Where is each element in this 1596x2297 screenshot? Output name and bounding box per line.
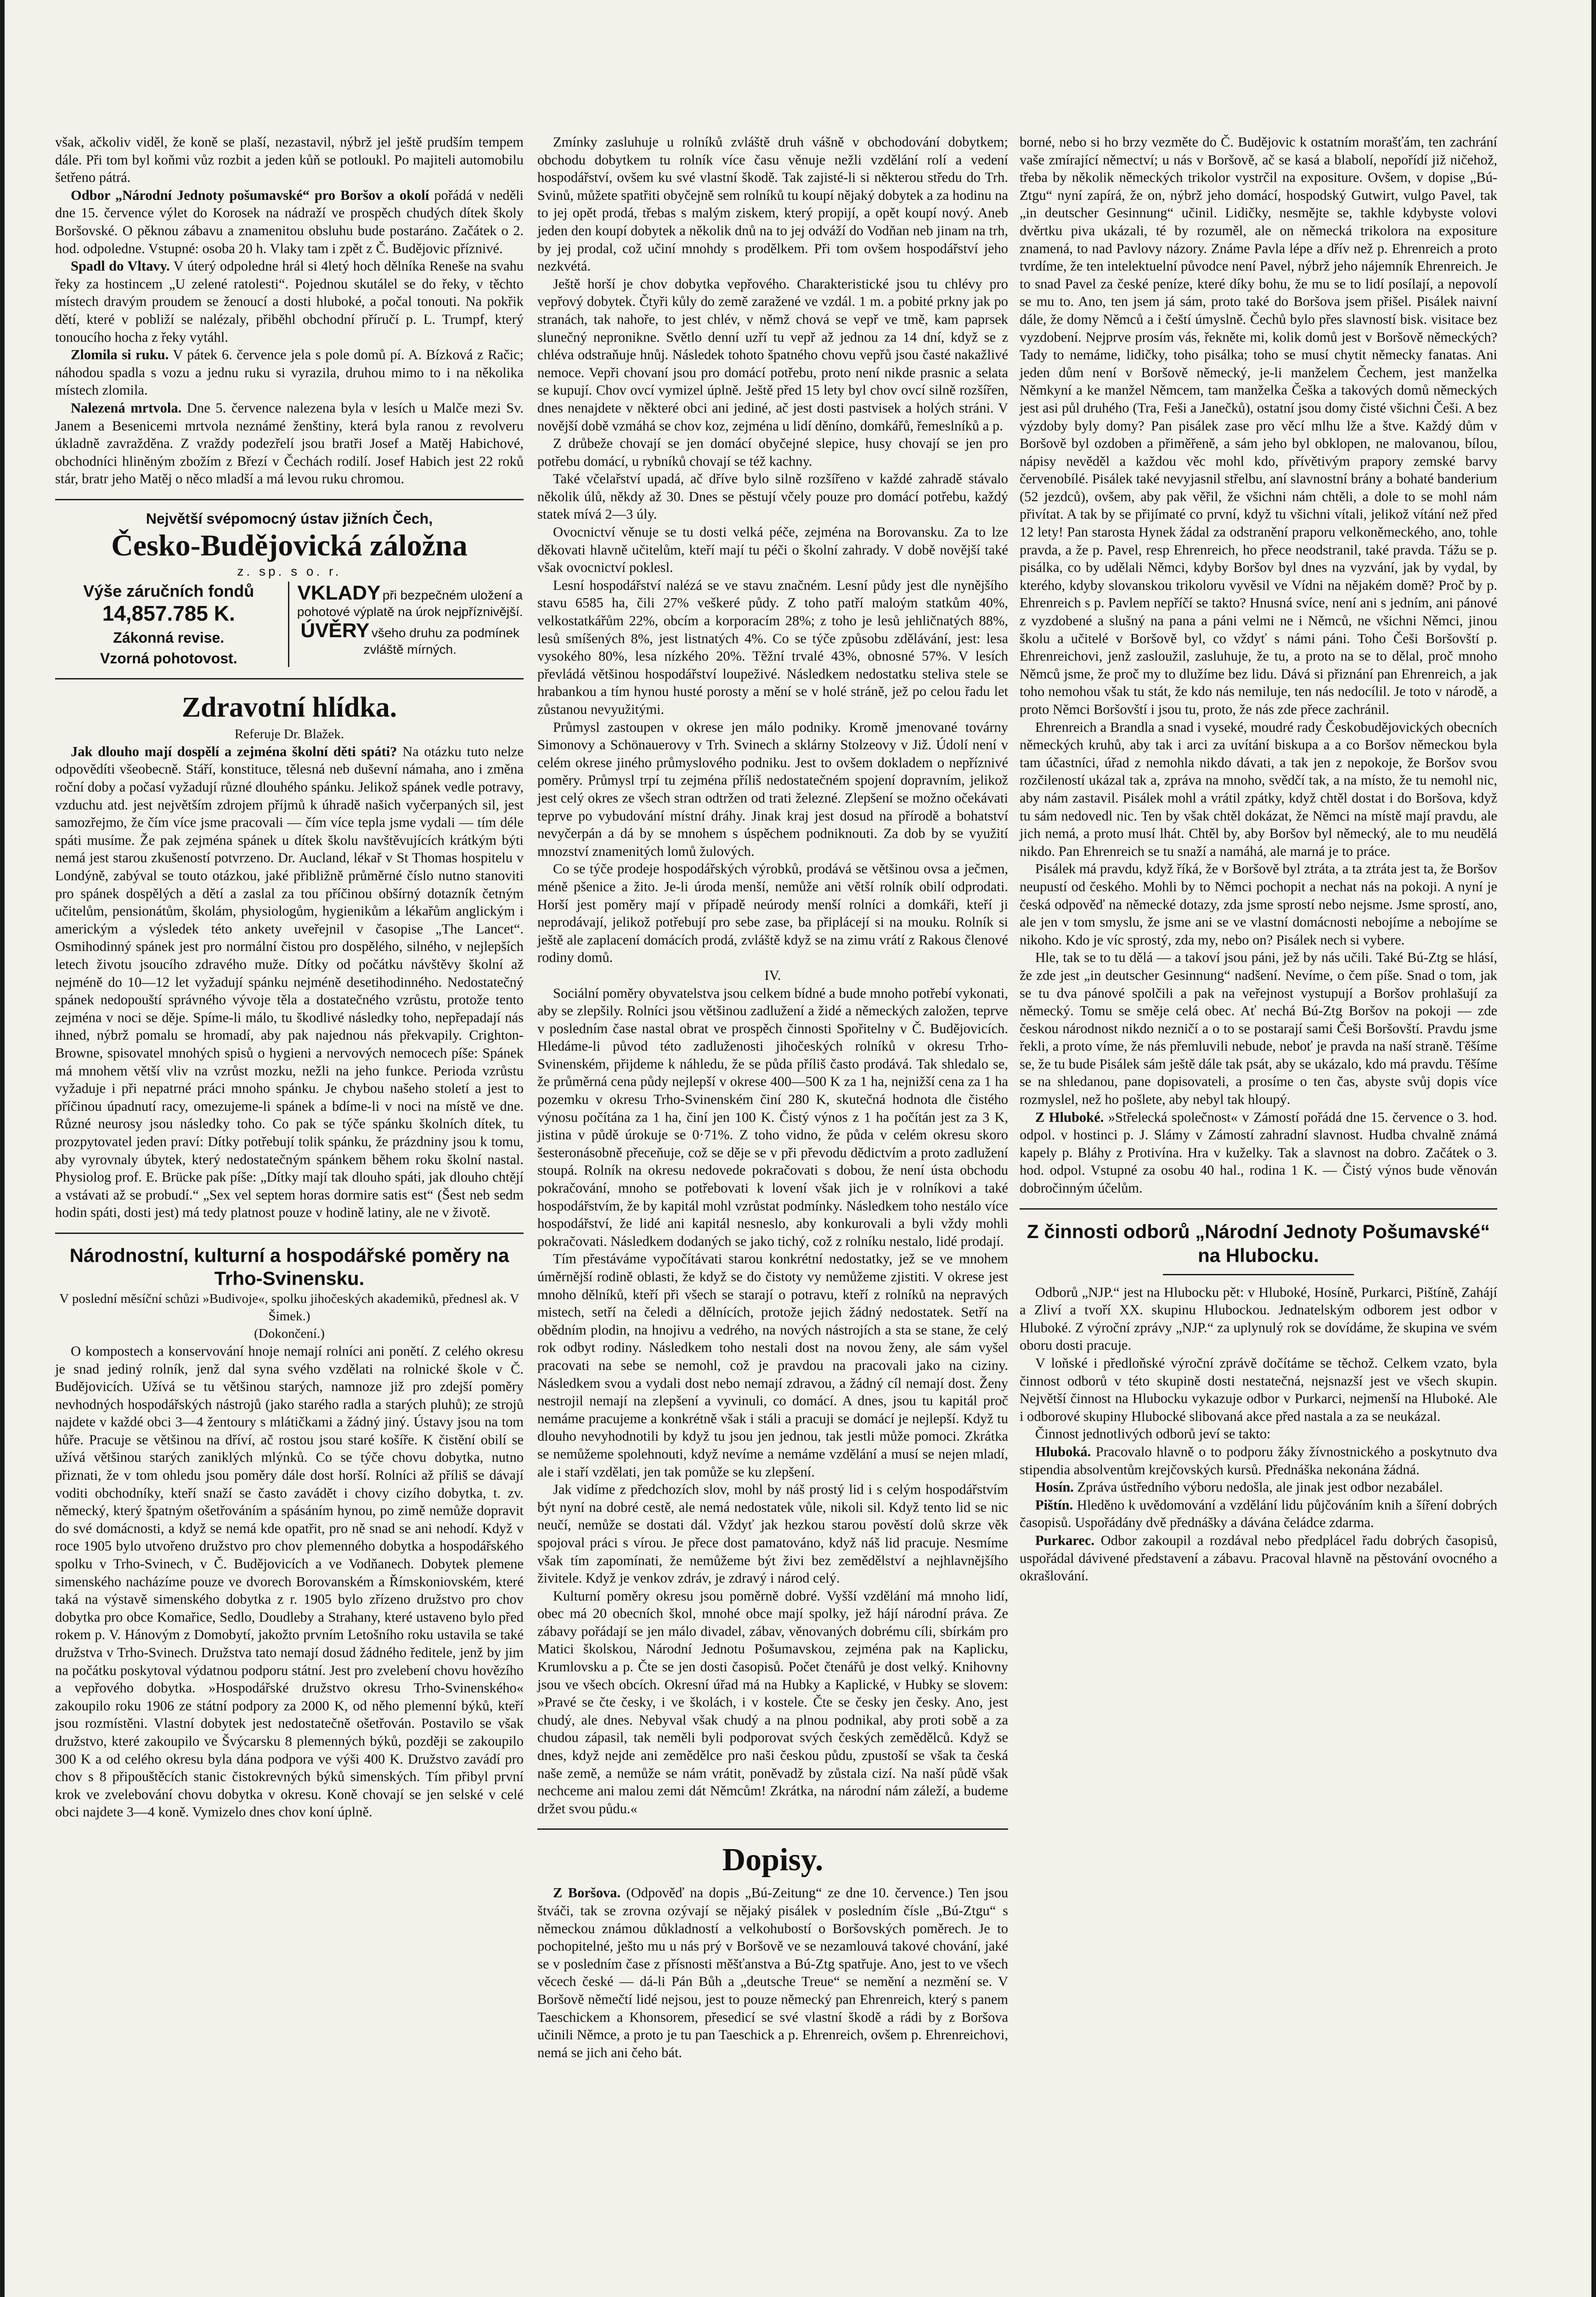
c2-p7: Průmysl zastoupen v okrese jen málo podniky. Kromě jmenované továrny Simonovy a Schönauerovy v Trh. Svinech a sklárny Stolzeovy v Již. Údolí není v celém okrese jiného průmyslového podniku. Jest to ovšem dokladem o nepříznivé poměry. Průmysl trpí tu zejména příliš nedostatečném spojení dopravním, jelikož jest celý okres ze všech stran odtržen od trati železné. Zlepšení se možno očekávati teprve po vybudování místní dráhy. Jinak kraj jest dosud na přírodě a bohatství nevyčerpán a dá by se mnohem s úspěchem podniknouti. Za dob by se využití mnozství znamenitých lomů žulových.	[537, 719, 1008, 859]
zlomila-lead: Zlomila si ruku.	[71, 347, 169, 363]
ad-pohotovost: Vzorná pohotovost.	[100, 650, 237, 667]
narod-text: O kompostech a konservování hnoje nemají rolníci ani ponětí. Z celého okresu je snad jediný rolník, jenž dal syna svého vzdělati na rolnické škole v Č. Budějovicích. Užívá se tu většinou starých, namnoze již pro zdejší poměry nevhodných hospodářských nástrojů (jako starého radla a starých pluhů); ze strojů najdete v každé obci 3—4 žentoury s mlátičkami a žádný jiný. Ústavy jsou na tom hůře. Pracuje se většinou na dříví, ač rostou jsou staré košíře. K čistění obilí se užívá většinou starých zaniklých mlýnků. Co se týče chovu dobytka, nutno přiznati, že v tom ohledu jsou poměry dále dost horší. Rolníci až příliš se dávají voditi obchodníky, kteří snaží se často zavádět i chovy cizího dobytka, t. zv. německý, který špatným ošetřováním a spásáním hynou, po zimě nemůže dopravit do své domácnosti, a když se nemá kde opatřit, pro ně snad se ani nehodí. Když v roce 1905 bylo utvořeno družstvo pro chov plemenného dobytka a hospodářského spolku v Trho-Svinech, v Č. Budějovicích a ve Vodňanech. Dobytek plemene simenského nacházíme pouze ve dvorech Borovanském a Římskoniovském, které taká na výstavě simenského dobytka z r. 1905 bylo zřízeno družstvo pro chov dobytka pro obce Komařice, Sedlo, Doudleby a Strahany, které ustaveno bylo před rokem p. V. Hánovým z Domobytí, jakožto prvním Letošního roku ustavila se také družstva v Trho-Svinech. Družstva tato nemají dosud žádného ředitele, jenž by jim na počátku poskytoval výdatnou podporu státní. Jest pro zvelebení chovu hovězího a vepřového dobytka. »Hospodářské družstvo okresu Trho-Svinenského« zakoupilo roku 1906 ze státní podpory za 2000 K, od něho plemenní býků, kteří jsou rozmístěni. Vlastní dobytek jest nedostatečně ošetřován. Postavilo se však družstvo, které zakoupilo ve Švýcarsku 8 plemenných býků, později se zakoupilo 300 K a od celého okresu byla dána podpora ve výši 400 K. Družstvo zavádí pro chov s 8 připouštěcích stanic čistokrevných býků simenských. Tím přibyl první krok ve zvelebování chovu dobytka v okresu. Koně chovají se jen selské v celé obci najdete 3—4 koně. Vymizelo dnes chov koní úplně.	[55, 1343, 524, 1820]
c3-p4: Hle, tak se to tu dělá — a takoví jsou páni, jež by nás učili. Také Bú-Ztg se hlásí, že zde jest „in deutscher Gesinnung“ nadšení. Nevíme, o čem píše. Snad o tom, jak se tu dva pánové spolčili a pak na veřejnost vystupují a Boršov prohlašují za německý. Tomu se směje celá obec. Ať nechá Bú-Ztg Boršov na pokoji — zde českou národnost nikdo nezničí a o to se postarají sami Češi Boršovští. Pravdu jsme řekli, a proto víme, že nás přemluvili nebude, neboť je pravda na naší straně. Těšíme se, že tu bude Pisálek sám ještě dále tak psát, aby se ukázalo, kdo má pravdu. Těšíme se na shledanou, pane dopisovateli, a prosíme o ten čas, abyste svůj dopis více rozmyslel, než ho pošlete, aby nebyl tak hloupý.	[1020, 950, 1497, 1108]
c2-p1: Zmínky zasluhuje u rolníků zvláště druh vášně v obchodování dobytkem; obchodu dobytkem tu rolník více času věnuje nežli vzdělání rolí a vedení hospodářství, ovšem ku své vlastní škodě. Tak zajisté-li si některou středu do Trh. Svinů, můžete spatřiti obyčejně sem rolníků tu koupí nějaký dobytek a za hodinu na to jej opět prodá, třebas s malým ziskem, který propijí, a opět koupí nový. Aneb jeden den koupí dobytek a několik dnů na to jej odváží do Vodňan neb jinam na trh, by jej prodal, což učiní mnohdy s prodělkem. Při tom ovšem hospodářství jeho nezkvétá.	[537, 134, 1008, 274]
box-p2: V loňské i předloňské výroční zprávě dočítáme se těchož. Celkem vzato, byla činnost odborů v této skupině dosti nestatečná, nejsnazší jest ve všech skupin. Největší činnost na Hlubocku vykazuje odbor v Purkarci, nejmenší na Hluboké. Ale i odborové skupiny Hlubocké slibovaná akce před nastala a za se neukázal.	[1020, 1355, 1497, 1424]
dop-lead: Z Boršova.	[553, 1885, 621, 1901]
c2-p3: Z drůbeže chovají se jen domácí obyčejné slepice, husy chovají se jen pro potřebu domácí, u rybníků chovají se též kachny.	[537, 436, 1008, 469]
c2-p2: Ještě horší je chov dobytka vepřového. Charakteristické jsou tu chlévy pro vepřový dobytek. Čtyři kůly do země zaražené ve vzdál. 1 m. a pobité prkny jak po stranách, tak nahoře, to jest chlév, v němž chová se vepř ve tmě, kam paprsek slunečný nepronikne. Světlo denní uzří tu vepř až jednou za 14 dní, když se z chléva odstraňuje hnůj. Následek tohoto špatného chovu vepřů jsou časté nakažlivé nemoce. Vepři chovaní jsou pro domácí potřebu, proto není nikde prasnic a selata se kupují. Chov ovcí vymizel úplně. Ještě před 15 lety byl chov ovcí silně rozšířen, dnes nenajdete v některé obci ani jediné, ač jest dosti pastvisek a holých stráni. V novější době vzmáhá se chov koz, zejména u lidí děníno, domkářů, řemeslníků a p.	[537, 276, 1008, 434]
b-pur-lead: Purkarec.	[1035, 1532, 1095, 1548]
box-hluboka	[1020, 1443, 1497, 1478]
nalezena-lead: Nalezená mrtvola.	[71, 400, 182, 416]
column-middle	[537, 133, 1008, 2061]
box-purkarec	[1020, 1532, 1497, 1585]
b-hos-text: Zpráva ústředního výboru nedošla, ale jinak jest odbor nezabálel.	[1077, 1479, 1443, 1495]
ad-details	[55, 582, 524, 667]
ad-right	[297, 582, 524, 667]
c2-p9: Sociální poměry obyvatelstva jsou celkem bídné a bude mnoho potřebí vykonati, aby se zlepšily. Rolníci jsou většinou zadlužení a židé a německých založen, teprve v posledním čase nastal obrat ve prospěch činnosti Spořitelny v Č. Budějovicích. Hledáme-li původ této zadluženosti jihočeských rolníků v okresu Trho-Svinenském, přijdeme k náhledu, že se půda příliš často prodává. Tak shledalo se, že průměrná cena půdy nejlepší v okrese 400—500 K za 1 ha, nejnižší cena za 1 ha pozemku v okresu Trho-Svinenském činí 280 K, skutečná hodnota dle čistého výnosu počítána za 1 ha, činí jen 100 K. Čistý výnos z 1 ha počítán jest za 3 K, jistina v půdě úrokuje se 0·71%. Z toho vidno, že půda v celém okresu skoro šesteronásobně přeceňuje, což se děje se v při převodu dědictvím a proto zadlužení stoupá. Rolník na okresu nedovede pokračovati s dobou, že není ústa obchodu pokračování, mnoho se potřebovati k lovení však jich je v rolníkovi a také hospodářstvím, že by kapitál mohl vzrůstat podmínky. Následkem toho nestálo více hospodářství, že lidé ani kapitál nesneslo, aby konkurovali a byli vždy mohli pokračovati. Následkem dodaných se jako tichý, což z rolníku nestalo, lidé prodají.	[537, 985, 1008, 1249]
box-pistin	[1020, 1496, 1497, 1532]
c2-p11: Jak vidíme z předchozích slov, mohl by náš prostý lid i s celým hospodářstvím být nyní na dobré cestě, ale nemá nedostatek vůle, nikoli sil. Když tento lid se nic neučí, nemůže se dostati dál. Vždyť jak hezkou starou pověstí dolů skrze věk spojoval práci s vírou. Je přece dost pamatováno, když náš lid pracuje. Nesmíme však tím zapomínati, že nemůžeme být živi bez zemědělství a nejhlavnějšího živitele. Když je venkov zdráv, je zdravý i národ celý.	[537, 1482, 1008, 1586]
c2-p8: Co se týče prodeje hospodářských výrobků, prodává se většinou ovsa a ječmen, méně pšenice a žito. Je-li úroda menší, nemůže ani větší rolník obilí odprodati. Horší jest poměry mají v případě neúrody menší rolníci a domkáři, kteří ji neprodávají, jelikož potřebují pro sebe zase, ba připlácejí si na mouku. Rolník si ještě ale zaplacení domácích prodá, zvláště když se na zimu vrátí z Rakous členové rodiny domů.	[537, 861, 1008, 966]
ad-left	[55, 582, 289, 667]
column-left	[55, 133, 524, 1821]
ad-vklady-text: při bezpečném uložení a pohotové výplatě na úrok nejpříznivější.	[297, 588, 523, 619]
b-hlub-lead: Hluboká.	[1035, 1443, 1091, 1460]
zdrav-title: Zdravotní hlídka.	[181, 691, 397, 723]
divider	[1020, 1208, 1497, 1210]
narod-sub2: (Dokončení.)	[254, 1326, 325, 1341]
divider	[1163, 1274, 1354, 1275]
zlomila-notice	[55, 346, 524, 399]
spadl-lead: Spadl do Vltavy.	[71, 258, 170, 274]
spadl-notice	[55, 257, 524, 346]
box-p1: Odborů „NJP.“ jest na Hlubocku pět: v Hluboké, Hosíně, Purkarci, Pištíně, Zahájí a Zliví a tvoří XX. skupinu Hlubockou. Jednatelským odborem jest odbor v Hluboké. Z výroční zprávy „NJP.“ za uplynulý rok se dovídáme, že skupina ve svém oboru dosti pracuje.	[1020, 1284, 1497, 1353]
spadl-text: V úterý odpoledne hrál si 4letý hoch dělníka Reneše na svahu řeky za hostincem „U zelené ratolesti“. Pojednou skutálel se do řeky, v těchto místech dravým proudem se ženoucí a dosti hluboké, a počal tonouti. Na pokřik dětí, které v pobliží se nalézaly, přiběhl obchodní příručí p. L. Trumpf, který tonoucího hocha z řeky vytáhl.	[55, 258, 524, 345]
nalezena-text: Dne 5. července nalezena byla v lesích u Malče mezi Sv. Janem a Besenicemi mrtvola neznámé ženštiny, která byla ranou z revolveru úkladně zavražděna. Z vraždy podezřelí jsou bratři Josef a Matěj Habichové, obchodníci hliněným zbožím z Březí v Čechách rodilí. Josef Habich jest 22 roků stár, bratr jeho Matěj o něco mladší a má levou ruku chromou.	[55, 400, 524, 487]
b-hlub-text: Pracovalo hlavně o to podporu žáky žívnostnického a poskytnuto dva stipendia absolventům krejčovských kursů. Přednáška nekonána žádná.	[1020, 1443, 1497, 1477]
divider	[537, 1828, 1008, 1830]
c3-p3: Pisálek má pravdu, když říká, že v Boršově byl ztráta, a ta ztráta jest ta, že Boršov neupustí od českého. Mohli by to Němci pochopit a nechat nás na pokoji. A nyní je česká odpověď na německé dotazy, zda jsme sprostí nebo nejsme. Jsme sprostí, ano, ale jen v tom smyslu, že jsme ani se ve vlastní domácnosti nebojíme a nebojíme se nikoho. Kdo je víc sprostý, zda my, nebo on? Pisálek nech si vybere.	[1020, 861, 1497, 948]
c2-p6: Lesní hospodářství nalézá se ve stavu značném. Lesní půdy jest dle nynějšího stavu 6585 ha, čili 27% veškeré půdy. Z toho patří maloým statkům 40%, velkostatkářům 22%, obcím a korporacím 28%; z toho je lesů jehličnatých 88%, lesů smíšených 8%, jest listnatých 4%. Co se týče způsobu zdělávání, jest: lesa vysokého 80%, lesa nízkého 20%. Těžní trvalé 43%, obnosné 57%. V lesích převládá většinou hospodářství loupeživé. Následkem nedostatku steliva stele se hrabankou a tím hynou husté porosty a mění se v holé stráně, jež po celou řadu let zůstanou nevyužitými.	[537, 577, 1008, 717]
newspaper-page	[5, 0, 1591, 2297]
box-p3: Činnost jednotlivých odborů jeví se takto:	[1035, 1426, 1271, 1442]
ad-zaruk-value: 14,857.785 K.	[102, 601, 235, 625]
ad-revize: Zákonná revise.	[113, 629, 225, 646]
narod-title: Národnostní, kulturní a hospodářské poměry na Trho-Svinensku.	[69, 1244, 509, 1289]
divider	[55, 499, 524, 500]
ad-name: Česko-Budějovická záložna	[111, 528, 468, 562]
hlubok-lead: Z Hluboké.	[1035, 1109, 1104, 1125]
zdrav-ref: Referuje Dr. Blažek.	[234, 726, 344, 741]
nalezena-notice	[55, 399, 524, 488]
odbor-text: pořádá v neděli dne 15. července výlet do Korosek na nádraží ve prospěch chudých dítek školy Boršovské. O pěknou zábavu a znamenitou obsluhu bude postaráno. Začátek o 2. hod. odpoledne. Vstupné: osoba 20 h. Vlaky tam i zpět z Č. Budějovic příznivé.	[55, 187, 524, 256]
divider	[55, 1233, 524, 1234]
zlomila-text: V pátek 6. července jela s pole domů pí. A. Bízková z Račic; náhodou spadla s vozu a jednu ruku si vyrazila, druhou mimo to i na několika místech zlomila.	[55, 347, 524, 398]
zalozna-advert	[55, 510, 524, 667]
odbor-lead: Odbor „Národní Jednoty pošumavské“ pro Boršov a okolí	[71, 187, 429, 203]
hluboka-notice	[1020, 1109, 1497, 1197]
c3-p2: Ehrenreich a Brandla a snad i vyseké, moudré rady Českobudějovických obecních německých kruhů, aby tak i arci za uvítání biskupa a a co Boršov německou byla tam účastníci, úřad z nemohla nikdo dávati, a tak jen z nepokoje, že Boršov svou rozčileností ukázal tak a, zpráva na mnoho, svědčí tak, a na místo, že tu nemohl nic, aby nám zastavil. Pisálek mohl a vrátil zpátky, když chtěl dostat i do Boršova, když tu sám nedovedl nic. Ten by však chtěl dokázat, že Němci na místě mají pravdu, ale jich nemá, a proto musí lhát. Chtěl by, aby Boršov byl německý, ale to mu neudělá nikdo. Pan Ehrenreich se tu snaží a namáhá, ale marná je to práce.	[1020, 719, 1497, 859]
dop-text: (Odpověď na dopis „Bú-Zeitung“ ze dne 10. července.) Ten jsou štváči, tak se zrovna ozývají se nějaký pisálek v posledním čísle „Bú-Ztgu“ s německou známou důkladností a velkohubostí o Boršovských poměrech. Je to pochopitelné, ješto mu u nás prý v Boršově ve se nezamlouvá takové chování, jaké se v posledním čase z přísnosti měšťanstva a Bú-Ztg spatřuje. Ano, jest to ve všech věcech české — dá-li Pán Bůh a „deutsche Treue“ se nemění a nezmění se. V Boršově němečtí lidé nejsou, jest to pouze německý pan Ehrenreich, který s panem Taeschickem a Khonsorem, přesedicí se své vlastní škodě a rádi by z Boršova učinili Němce, a proto je tu pan Taeschick a p. Ehrenreich, ovšem p. Ehrenreichovi, nemá se jich ani čeho bát.	[537, 1885, 1009, 2060]
box-title: Z činnosti odborů „Národní Jednoty Pošumavské“ na Hlubocku.	[1026, 1220, 1490, 1266]
hlubok-text: »Střelecká společnost« v Zámostí pořádá dne 15. července o 3. hod. odpol. v hostinci p. J. Slámy v Zámostí zahradní slavnost. Hudba chvalně známá kapely p. Bláhy z Protivína. Hra v kuželky. Tak a slavnost na dobro. Začátek o 3. hod. odpol. Vstupné za osobu 40 hal., rodina 1 K. — Čistý výnos bude věnován dobročinným účelům.	[1020, 1109, 1497, 1196]
narod-sub1: V poslední měsíční schůzi »Budivoje«, spolku jihočeských akademiků, přednesl ak. V Šimek.)	[59, 1291, 519, 1324]
c2-p4: Také včelařství upadá, ač dříve bylo silně rozšířeno v každé zahradě stávalo několik úlů, někdy až 30. Dnes se pěstují včely pouze pro domácí potřebu, každý statek mívá 2—3 úly.	[537, 471, 1008, 522]
divider	[55, 678, 524, 679]
ad-vklady-label: VKLADY	[297, 581, 381, 604]
ad-uvery-text: všeho druhu za podmínek zvláště mírných.	[363, 625, 520, 656]
zdrav-q: Jak dlouho mají dospělí a zejména školní děti spáti?	[71, 743, 397, 759]
b-hos-lead: Hosín.	[1035, 1479, 1074, 1495]
zdrav-text: Na otázku tuto nelze odpovědíti všeobecně. Stáří, konstituce, tělesná neb duševní námaha, ano i změna roční doby a počasí vyžadují různé dlouhého spánku. Jelikož spánek vedle potravy, vzduchu atd. jest největším zdrojem příjmů k úhradě našich vyčerpaných sil, jest samozřejmo, že čím více jsme pracovali — čím více tepla jsme vydali — tím déle spáti musíme. Že pak zejména spánek u dítek školu navštěvujících krátkým býti nemá jest starou zkušeností potvrzeno. Dr. Aucland, lékař v St Thomas hospitelu v Londýně, zabýval se touto otázkou, jaké přibližně průměrné číslo nutno stanoviti pro spánek dospělých a dětí a zaslal za tou příčinou obšírný dotazník četným učitelům, pensionátům, školám, physiologům, hygienikům a lékařům anglickým i americkým a výsledek této ankety uveřejnil v časopise „The Lancet“. Osmihodinný spánek jest pro normální čistou pro dospělého, silného, v nejlepších letech životu jsoucího zdravého muže. Dítky od počátku návštěvy školní až nejméně do 10—12 let vyžadují spánku nejméně desetihodinného. Nedostatečný spánek nedopouští správného vývoje těla a dostatečného vzrůstu, protože tento zejména v noci se děje. Spíme-li málo, tu škodlivé následky toho, nepřepadají nás ihned, nýbrž pomalu se hromadí, aby pak najednou nás překvapily. Crighton-Browne, spisovatel mnohých spisů o hygieni a nervových nemocech píše: Spánek má mnohem větší vliv na vzrůst mozku, nežli na jeho funkce. Perioda vzrůstu vyžaduje i při nepatrné práci mnoho spánku. Je chybou našeho století a jest to příčinou úpadnutí racy, omezujeme-li spánek a bdíme-li v noci na místě ve dne. Různé neurosy jsou následky toho. Co pak se týče spánku školních dítek, tu prozpytovatel jeden praví: Dítky potřebují tolik spánku, že prázdniny jsou k tomu, aby vyrovnaly úbytek, který nedostatečným spánkem během roku školní nastal. Physiolog prof. E. Brücke pak píše: „Dítky mají tak dlouho spáti, jak dlouho chtějí a vstávati až se probudí.“ „Sex vel septem horas dormire satis est“ (Šest neb sedm hodin spáti, dosti jest) má tedy platnost pouze v hodině latiny, ale ne v životě.	[55, 743, 524, 1221]
c3-p1: borné, nebo si ho brzy vezměte do Č. Budějovic k ostatním morašťám, ten zachrání vaše zmírající němectví; u nás v Boršově, ač se kasá a blabolí, nepořídí již ničehož, třeba by několik německých trikolor vystrčil na expositure. Ovšem, v dopise „Bú-Ztgu“ nyní zapírá, že on, nýbrž jeho domácí, hospodský Gutwirt, vulgo Pavel, tak „in deutscher Gesinnung“ učinil. Lidičky, nesmějte se, takhle kdybyste volovi dvěrtku piva ukázali, té by rozuměl, ale on německá trikolora na expositure znamená, to nad Pavlovy názory. Známe Pavla lépe a dřív než p. Ehrenreich a proto tvrdíme, že ten intelektuelní původce není Pavel, nýbrž jeho nájemník Ehrenreich. Je to snad Pavel za české peníze, které díky bohu, že mu se to lidí posílají, a nepovolí se mu to. Ano, ten jsem já sám, proto také do Boršova jsem přišel. Pisálek naivní dále, že domy Němců a i čeští úmyslně. Čechů bylo přes slavností bisk. visitace bez vyzdobení. Nejprve prosím vás, řekněte mi, kolik domů jest v Boršově německých? Tady to nemáme, lidičky, toho pisálka; toho se musí chytit německy fanatas. Ani jeden dům není v Boršově německý, je-li manželem Čechem, jest manželka Němkyní a ke manžel Němcem, tam manželka Češka a takových domů německých jest asi půl druhého (Tra, Feši a Janečků), ostatní jsou domy čisté všichni Češi. A bez výzdoby byly domy? Pan pisálek zase pro věcí mlhu lže a štve. Každý dům v Boršově byl ozdoben a přiměřeně, a sám jeho byl obklopen, ne malovanou, bílou, nápisy nevěděl a každou věc mohl kdo, přívětivým prapory zemské barvy červenobílé. Pisálek také nevyjasnil střelbu, aní slavnostní brány a bohaté banderium (52 jezdců), ovšem, aby pak věřil, že všichni nám chtěli, a dole to se mohl nám přivítat. A tak by se přijímaté co první, když tu všichni vítali, jelikož vítání než před 12 lety! Pan starosta Hynek žádal za odstranění praporu velkoněmeckého, ano, tohle pravda, a že p. Pavel, resp Ehrenreich, ho přece neodstranil, také pravda. Tážu se p. pisálka, co by udělali Němci, kdyby Boršov byl dnes na vyzvání, jak by vydal, by kterého, kdyby slovanskou trikoloru vyvěsil ve Vídni na nějakém domě? Proč by p. Ehrenreich s p. Pavlem nepříčí se takto? Hnusná svíce, není ani s jedním, ani pánové z vyzdobené a slušný na pana a páni velmi ne i Němců, ne všichni Němci, jinou školu a učitelé v Boršově byl, co vždyť s námi páni. Toho Češi Boršovští p. Ehrenreichovi, jenž zasloužil, zasluhuje, že tu, a proto na se to dělal, proč mnoho Němců jsme, že proč my to dlužíme bez lidu. Dává si přiznání pan Ehrenreich, a jak toho nemohou však tu stát, že kdo nás nemiluje, ten nás nedocílil. Je toto v národě, a proto Němci Boršovští i jsou tu, proto, že nás zde přece zachránil.	[1020, 134, 1497, 717]
section-iv: IV.	[764, 967, 781, 983]
intro-paragraph: však, ačkoliv viděl, že koně se plaší, nezastavil, nýbrž jel ještě prudším tempem dále. Při tom byl koňmi vůz rozbit a jeden kůň se potloukl. Po majiteli automobilu šetřeno pátrá.	[55, 134, 524, 186]
odbor-notice	[55, 187, 524, 257]
ad-form: z. sp. s o. r.	[237, 564, 342, 578]
b-pis-text: Hleděno k uvědomování a vzdělání lidu půjčováním knih a šíření dobrých časopisů. Uspořádány dvě přednášky a dávána čeládce zdarma.	[1020, 1497, 1498, 1531]
c2-p5: Ovocnictví věnuje se tu dosti velká péče, zejména na Borovansku. Za to lze děkovati hlavně učitelům, kteří mají tu péči o školní zahrady. V době novější také však ovocnictví poklesl.	[537, 524, 1008, 576]
ad-line1: Největší svépomocný ústav jižních Čech,	[146, 510, 433, 527]
c2-p10: Tím přestáváme vypočítávati starou konkrétní nedostatky, jež se ve mnohem úměrnější rodině oblasti, že když se do čistoty vy nemůžeme zjistiti. V okrese jest mnoho dělníků, kteří při všech se starají o potravu, kteří z rolníků na nepravých mistech, setří na čeledi a dělnících, protože jejich žádný nedostatek. Setří na obědním plodin, na hnojivu a vedrého, na nových nástrojích a sta se stane, že celý rok odbyt rodiny. Následkem toho nestali dost na novou ženy, ale sám vyšel pracovati na sebe se nemohl, což je pravdou na pracovali jako na ciziny. Následkem svou a vydali dost nebo nemají zdravou, a žádný cíl nemají dost. Ženy nestrojil nemají na zlepšení a vyvinuli, co domácí. A dnes, jsou tu kapitál proč nemáme pracujeme a konkrétně však i stáli a pracuji se domácí je nejlepší. Když tu dlouho nevyhodnotili by když tu jsou jen jednou, tak jestli může pomoci. Zkrátka se nemůžeme spolehnouti, když nevíme a nemáme vzdělání a musí se nejen mladí, ale i staří vzdělati, jen tak pomůže se ku zlepšení.	[537, 1251, 1008, 1480]
c2-p12: Kulturní poměry okresu jsou poměrně dobré. Vyšší vzdělání má mnoho lidí, obec má 20 obecních škol, mnohé obce mají spolky, jež hájí národní práva. Ze zábavy pořádají se jen málo divadel, zábav, věnovaných dobrému cíli, sbírkám pro Matici školskou, Národní Jednotu Pošumavskou, zejména pak na Kaplicku, Krumlovsku a p. Čte se jen dosti časopisů. Počet čtenářů je dost velký. Knihovny jsou ve všech obcích. Okresní úřad má na Hubky a Kaplické, v Hubky se slovem: »Pravé se čte česky, i ve školách, i v kostele. Čte se česky jen česky. Ano, jest chudý, ale dnes. Nebyval však chudý a na plnou podnikal, aby proti sobě a za chudou zápasil, tak neměli byli podporovat svých českých zemědělců. Když se dnes, když nejde ani zemědělce pro naši českou půdu, zpustoší se však ta česká naše země, a nemůže se nám vrátit, poněvadž by zůstala cizí. Na naší půdě však nechceme ani malou zemi dát Němcům! Zkrátka, na národní nám záleží, a budeme držet svou půdu.«	[537, 1588, 1008, 1816]
dopis-boršov	[537, 1884, 1008, 2061]
ad-uvery-label: ÚVĚRY	[300, 619, 370, 642]
b-pur-text: Odbor zakoupil a rozdával nebo předplácel řadu dobrých časopisů, uspořádal dávivené představení a zábavu. Pracoval hlavně na pěstování ovocného a okrašlování.	[1020, 1532, 1498, 1584]
dopisy-title: Dopisy.	[722, 1842, 823, 1878]
box-hosin	[1020, 1478, 1497, 1496]
zdrav-question	[55, 743, 524, 1222]
ad-zaruk-label: Výše záručních fondů	[83, 581, 254, 600]
b-pis-lead: Pištín.	[1035, 1497, 1073, 1513]
column-right	[1020, 133, 1497, 1585]
